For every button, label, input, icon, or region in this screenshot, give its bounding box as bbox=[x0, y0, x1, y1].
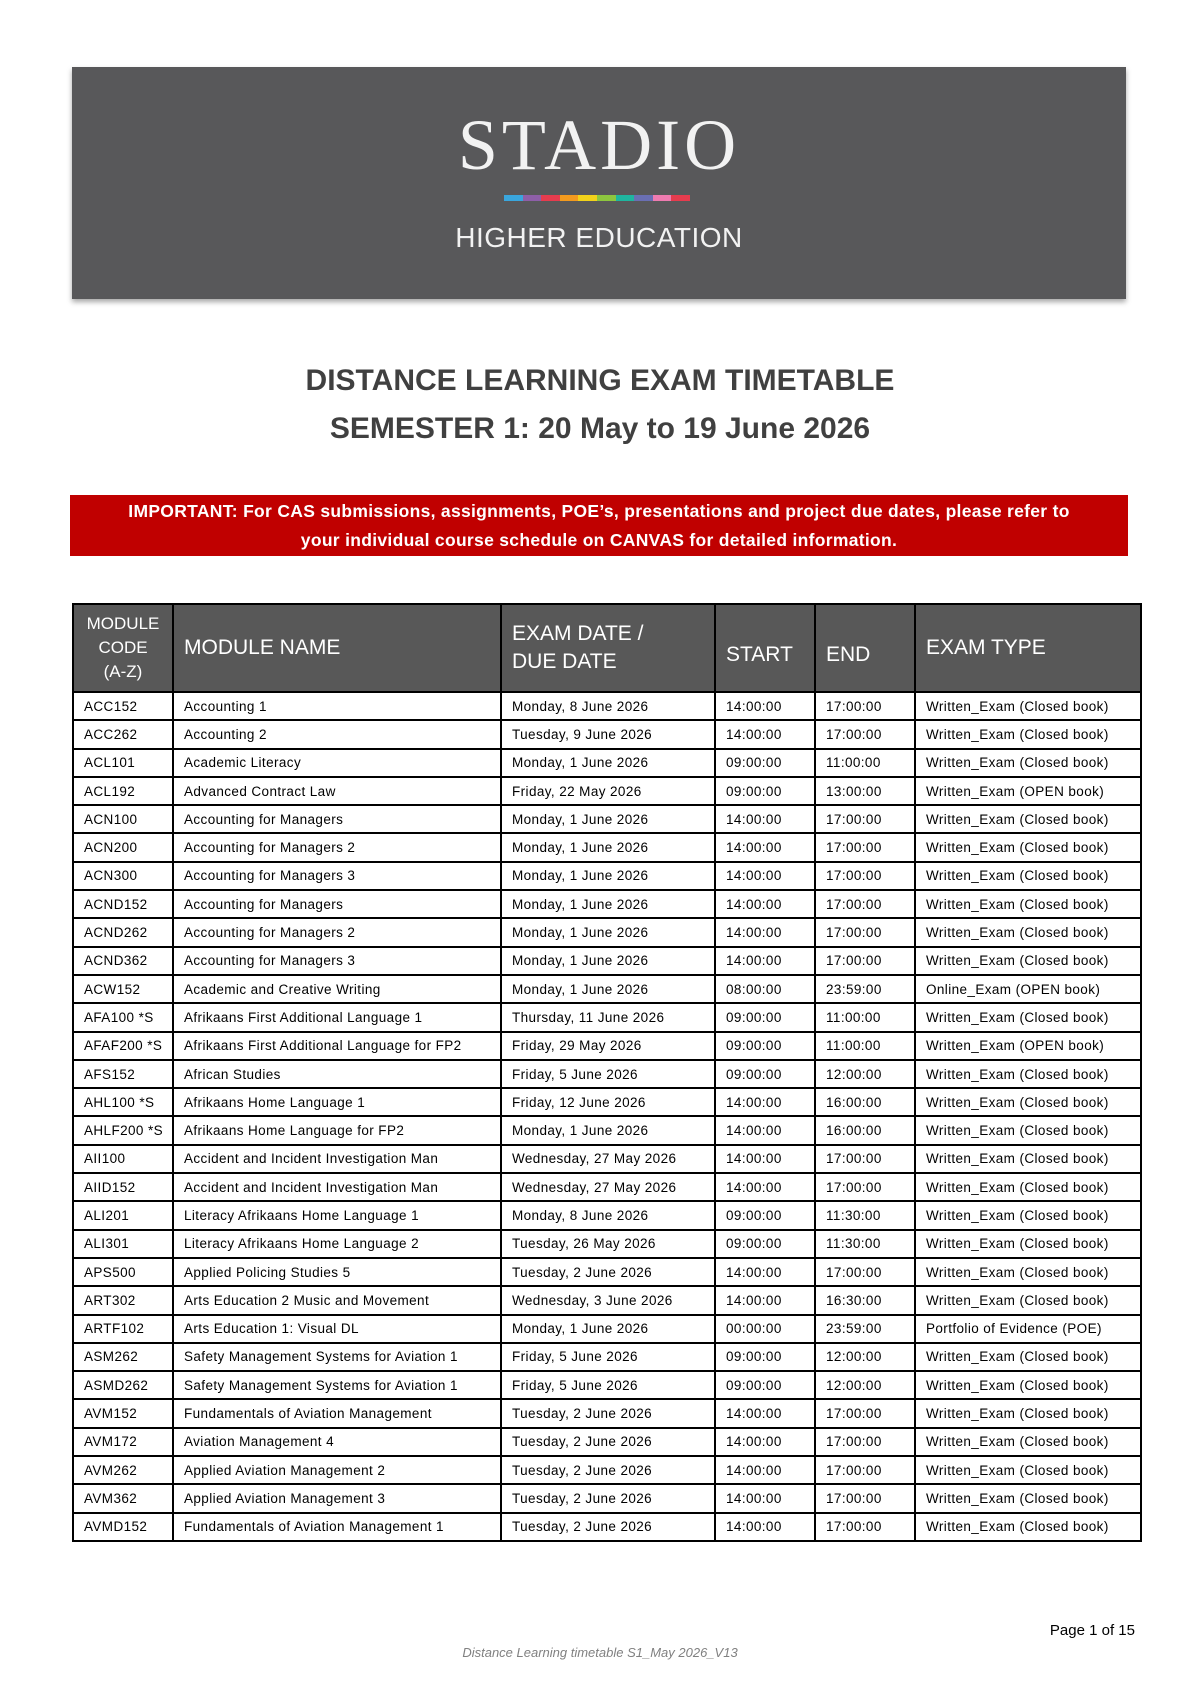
notice-line-1: IMPORTANT: For CAS submissions, assignments, POE’s, presentations and project due dates, please refer to bbox=[128, 500, 1070, 521]
cell-exam-type: Written_Exam (Closed book) bbox=[915, 1343, 1141, 1371]
cell-start-time: 08:00:00 bbox=[715, 975, 815, 1003]
cell-end-time: 11:30:00 bbox=[815, 1230, 915, 1258]
cell-start-time: 14:00:00 bbox=[715, 1456, 815, 1484]
cell-exam-date: Wednesday, 27 May 2026 bbox=[501, 1145, 715, 1173]
table-row bbox=[73, 1484, 1141, 1512]
cell-exam-type: Written_Exam (Closed book) bbox=[915, 1399, 1141, 1427]
cell-exam-type: Written_Exam (Closed book) bbox=[915, 1060, 1141, 1088]
cell-start-time: 14:00:00 bbox=[715, 947, 815, 975]
cell-exam-date: Monday, 8 June 2026 bbox=[501, 1201, 715, 1229]
cell-end-time: 17:00:00 bbox=[815, 1428, 915, 1456]
cell-start-time: 09:00:00 bbox=[715, 1003, 815, 1031]
cell-end-time: 17:00:00 bbox=[815, 1456, 915, 1484]
cell-module-code: ACND262 bbox=[73, 918, 173, 946]
cell-end-time: 23:59:00 bbox=[815, 975, 915, 1003]
cell-module-name: Applied Policing Studies 5 bbox=[173, 1258, 501, 1286]
cell-exam-date: Monday, 1 June 2026 bbox=[501, 890, 715, 918]
cell-exam-date: Friday, 12 June 2026 bbox=[501, 1088, 715, 1116]
cell-exam-date: Monday, 1 June 2026 bbox=[501, 749, 715, 777]
cell-module-code: ART302 bbox=[73, 1286, 173, 1314]
cell-start-time: 14:00:00 bbox=[715, 720, 815, 748]
cell-exam-type: Written_Exam (OPEN book) bbox=[915, 1032, 1141, 1060]
table-row bbox=[73, 1230, 1141, 1258]
stadio-logo: STADIO bbox=[457, 105, 741, 185]
stripe-segment bbox=[504, 195, 523, 201]
cell-exam-date: Tuesday, 9 June 2026 bbox=[501, 720, 715, 748]
cell-end-time: 17:00:00 bbox=[815, 692, 915, 720]
stripe-segment bbox=[578, 195, 597, 201]
cell-start-time: 14:00:00 bbox=[715, 1116, 815, 1144]
cell-module-name: Fundamentals of Aviation Management 1 bbox=[173, 1513, 501, 1541]
table-row bbox=[73, 749, 1141, 777]
cell-end-time: 16:00:00 bbox=[815, 1116, 915, 1144]
cell-module-code: ALI301 bbox=[73, 1230, 173, 1258]
cell-module-code: ACL101 bbox=[73, 749, 173, 777]
logo-subtitle: HIGHER EDUCATION bbox=[455, 222, 743, 253]
cell-module-name: African Studies bbox=[173, 1060, 501, 1088]
header-end: END bbox=[815, 604, 915, 692]
cell-start-time: 14:00:00 bbox=[715, 1258, 815, 1286]
cell-exam-type: Written_Exam (Closed book) bbox=[915, 720, 1141, 748]
cell-start-time: 14:00:00 bbox=[715, 1173, 815, 1201]
cell-module-code: ACND152 bbox=[73, 890, 173, 918]
cell-exam-type: Written_Exam (Closed book) bbox=[915, 1484, 1141, 1512]
cell-end-time: 17:00:00 bbox=[815, 1145, 915, 1173]
table-row bbox=[73, 1399, 1141, 1427]
cell-exam-type: Written_Exam (Closed book) bbox=[915, 890, 1141, 918]
cell-start-time: 09:00:00 bbox=[715, 749, 815, 777]
cell-module-name: Accounting for Managers bbox=[173, 805, 501, 833]
header-date-line-2: DUE DATE bbox=[512, 650, 617, 673]
cell-exam-type: Written_Exam (Closed book) bbox=[915, 1258, 1141, 1286]
cell-end-time: 17:00:00 bbox=[815, 947, 915, 975]
cell-exam-date: Thursday, 11 June 2026 bbox=[501, 1003, 715, 1031]
cell-end-time: 17:00:00 bbox=[815, 1173, 915, 1201]
cell-module-code: AFAF200 *S bbox=[73, 1032, 173, 1060]
cell-module-code: ASM262 bbox=[73, 1343, 173, 1371]
cell-module-code: AVM262 bbox=[73, 1456, 173, 1484]
cell-end-time: 17:00:00 bbox=[815, 1258, 915, 1286]
cell-exam-date: Tuesday, 26 May 2026 bbox=[501, 1230, 715, 1258]
cell-exam-type: Written_Exam (Closed book) bbox=[915, 749, 1141, 777]
cell-exam-type: Written_Exam (Closed book) bbox=[915, 692, 1141, 720]
cell-end-time: 12:00:00 bbox=[815, 1371, 915, 1399]
header-exam-date bbox=[501, 604, 715, 692]
cell-module-code: AIID152 bbox=[73, 1173, 173, 1201]
cell-module-code: ACC152 bbox=[73, 692, 173, 720]
cell-start-time: 14:00:00 bbox=[715, 805, 815, 833]
cell-end-time: 12:00:00 bbox=[815, 1060, 915, 1088]
cell-module-name: Academic and Creative Writing bbox=[173, 975, 501, 1003]
important-notice bbox=[70, 495, 1128, 556]
cell-module-name: Literacy Afrikaans Home Language 2 bbox=[173, 1230, 501, 1258]
cell-module-code: ACN100 bbox=[73, 805, 173, 833]
cell-module-name: Accounting for Managers 2 bbox=[173, 833, 501, 861]
cell-exam-type: Written_Exam (Closed book) bbox=[915, 1456, 1141, 1484]
cell-end-time: 11:30:00 bbox=[815, 1201, 915, 1229]
cell-exam-date: Tuesday, 2 June 2026 bbox=[501, 1484, 715, 1512]
table-row bbox=[73, 1343, 1141, 1371]
cell-end-time: 23:59:00 bbox=[815, 1315, 915, 1343]
cell-end-time: 17:00:00 bbox=[815, 1513, 915, 1541]
cell-exam-date: Monday, 1 June 2026 bbox=[501, 1116, 715, 1144]
table-row bbox=[73, 1371, 1141, 1399]
cell-module-name: Applied Aviation Management 2 bbox=[173, 1456, 501, 1484]
table-row bbox=[73, 947, 1141, 975]
cell-end-time: 17:00:00 bbox=[815, 1399, 915, 1427]
cell-exam-date: Friday, 5 June 2026 bbox=[501, 1060, 715, 1088]
header-start: START bbox=[715, 604, 815, 692]
stripe-segment bbox=[597, 195, 616, 201]
table-row bbox=[73, 1201, 1141, 1229]
cell-exam-type: Written_Exam (Closed book) bbox=[915, 947, 1141, 975]
table-body bbox=[73, 692, 1141, 1541]
stripe-segment bbox=[671, 195, 690, 201]
logo-color-stripe bbox=[504, 195, 690, 201]
table-row bbox=[73, 1428, 1141, 1456]
cell-end-time: 17:00:00 bbox=[815, 720, 915, 748]
header-banner bbox=[72, 67, 1126, 299]
cell-module-code: AHL100 *S bbox=[73, 1088, 173, 1116]
stripe-segment bbox=[653, 195, 672, 201]
cell-module-code: AFS152 bbox=[73, 1060, 173, 1088]
cell-module-name: Aviation Management 4 bbox=[173, 1428, 501, 1456]
cell-end-time: 17:00:00 bbox=[815, 918, 915, 946]
cell-exam-date: Tuesday, 2 June 2026 bbox=[501, 1258, 715, 1286]
cell-module-code: AII100 bbox=[73, 1145, 173, 1173]
cell-exam-date: Monday, 1 June 2026 bbox=[501, 947, 715, 975]
cell-exam-type: Written_Exam (Closed book) bbox=[915, 1145, 1141, 1173]
cell-module-code: AHLF200 *S bbox=[73, 1116, 173, 1144]
document-footer: Distance Learning timetable S1_May 2026_V13 bbox=[462, 1645, 738, 1660]
cell-start-time: 14:00:00 bbox=[715, 1513, 815, 1541]
stripe-segment bbox=[634, 195, 653, 201]
table-row bbox=[73, 777, 1141, 805]
cell-start-time: 09:00:00 bbox=[715, 1343, 815, 1371]
cell-exam-date: Wednesday, 3 June 2026 bbox=[501, 1286, 715, 1314]
cell-end-time: 13:00:00 bbox=[815, 777, 915, 805]
stripe-segment bbox=[616, 195, 635, 201]
cell-module-code: AFA100 *S bbox=[73, 1003, 173, 1031]
table-row bbox=[73, 1173, 1141, 1201]
cell-start-time: 14:00:00 bbox=[715, 1399, 815, 1427]
cell-exam-type: Written_Exam (Closed book) bbox=[915, 1116, 1141, 1144]
table-row bbox=[73, 1513, 1141, 1541]
cell-start-time: 09:00:00 bbox=[715, 777, 815, 805]
cell-end-time: 16:30:00 bbox=[815, 1286, 915, 1314]
cell-module-code: ACN200 bbox=[73, 833, 173, 861]
cell-module-name: Accounting for Managers 2 bbox=[173, 918, 501, 946]
document-subtitle: SEMESTER 1: 20 May to 19 June 2026 bbox=[329, 412, 871, 445]
table-row bbox=[73, 890, 1141, 918]
table-row bbox=[73, 1003, 1141, 1031]
table-row bbox=[73, 1060, 1141, 1088]
cell-module-name: Afrikaans Home Language 1 bbox=[173, 1088, 501, 1116]
cell-exam-date: Tuesday, 2 June 2026 bbox=[501, 1428, 715, 1456]
cell-exam-date: Friday, 22 May 2026 bbox=[501, 777, 715, 805]
cell-end-time: 11:00:00 bbox=[815, 1032, 915, 1060]
cell-start-time: 14:00:00 bbox=[715, 692, 815, 720]
cell-module-name: Accounting 1 bbox=[173, 692, 501, 720]
table-row bbox=[73, 1258, 1141, 1286]
stripe-segment bbox=[523, 195, 542, 201]
cell-start-time: 14:00:00 bbox=[715, 890, 815, 918]
cell-exam-date: Friday, 29 May 2026 bbox=[501, 1032, 715, 1060]
document-title: DISTANCE LEARNING EXAM TIMETABLE bbox=[305, 364, 895, 397]
table-row bbox=[73, 1145, 1141, 1173]
cell-start-time: 09:00:00 bbox=[715, 1201, 815, 1229]
cell-module-name: Accounting for Managers 3 bbox=[173, 947, 501, 975]
cell-module-code: AVM152 bbox=[73, 1399, 173, 1427]
header-exam-type: EXAM TYPE bbox=[915, 604, 1141, 692]
header-code-line-3: (A-Z) bbox=[103, 662, 143, 681]
table-row bbox=[73, 862, 1141, 890]
cell-exam-date: Monday, 1 June 2026 bbox=[501, 805, 715, 833]
cell-module-name: Accident and Incident Investigation Man bbox=[173, 1173, 501, 1201]
cell-module-name: Accident and Incident Investigation Man bbox=[173, 1145, 501, 1173]
cell-module-name: Safety Management Systems for Aviation 1 bbox=[173, 1371, 501, 1399]
cell-end-time: 17:00:00 bbox=[815, 833, 915, 861]
cell-start-time: 09:00:00 bbox=[715, 1371, 815, 1399]
cell-module-code: AVMD152 bbox=[73, 1513, 173, 1541]
cell-module-name: Accounting for Managers bbox=[173, 890, 501, 918]
cell-module-code: AVM362 bbox=[73, 1484, 173, 1512]
cell-exam-date: Monday, 1 June 2026 bbox=[501, 862, 715, 890]
cell-module-code: ACL192 bbox=[73, 777, 173, 805]
table-row bbox=[73, 975, 1141, 1003]
cell-exam-date: Monday, 1 June 2026 bbox=[501, 918, 715, 946]
cell-exam-type: Written_Exam (Closed book) bbox=[915, 1201, 1141, 1229]
cell-module-code: AVM172 bbox=[73, 1428, 173, 1456]
cell-exam-type: Written_Exam (Closed book) bbox=[915, 1003, 1141, 1031]
cell-module-code: ALI201 bbox=[73, 1201, 173, 1229]
cell-module-code: ACND362 bbox=[73, 947, 173, 975]
table-row bbox=[73, 918, 1141, 946]
notice-line-2: your individual course schedule on CANVAS for detailed information. bbox=[300, 529, 898, 550]
cell-exam-type: Online_Exam (OPEN book) bbox=[915, 975, 1141, 1003]
table-row bbox=[73, 1088, 1141, 1116]
cell-start-time: 14:00:00 bbox=[715, 1088, 815, 1116]
cell-end-time: 16:00:00 bbox=[815, 1088, 915, 1116]
cell-module-name: Afrikaans Home Language for FP2 bbox=[173, 1116, 501, 1144]
cell-end-time: 17:00:00 bbox=[815, 805, 915, 833]
header-module-name: MODULE NAME bbox=[173, 604, 501, 692]
table-row bbox=[73, 1032, 1141, 1060]
cell-start-time: 14:00:00 bbox=[715, 1428, 815, 1456]
page-number: Page 1 of 15 bbox=[1049, 1622, 1135, 1639]
cell-exam-type: Written_Exam (Closed book) bbox=[915, 862, 1141, 890]
table-row bbox=[73, 1116, 1141, 1144]
table-row bbox=[73, 833, 1141, 861]
exam-timetable bbox=[72, 603, 1142, 1542]
cell-start-time: 09:00:00 bbox=[715, 1230, 815, 1258]
header-code-line-2: CODE bbox=[98, 638, 148, 657]
cell-module-name: Accounting for Managers 3 bbox=[173, 862, 501, 890]
stripe-segment bbox=[541, 195, 560, 201]
cell-start-time: 14:00:00 bbox=[715, 1145, 815, 1173]
cell-module-name: Safety Management Systems for Aviation 1 bbox=[173, 1343, 501, 1371]
cell-exam-date: Wednesday, 27 May 2026 bbox=[501, 1173, 715, 1201]
cell-start-time: 14:00:00 bbox=[715, 1286, 815, 1314]
cell-module-name: Accounting 2 bbox=[173, 720, 501, 748]
table-row bbox=[73, 805, 1141, 833]
table-header-row bbox=[73, 604, 1141, 692]
cell-exam-type: Written_Exam (Closed book) bbox=[915, 1371, 1141, 1399]
cell-start-time: 14:00:00 bbox=[715, 862, 815, 890]
cell-exam-date: Tuesday, 2 June 2026 bbox=[501, 1399, 715, 1427]
cell-exam-type: Written_Exam (Closed book) bbox=[915, 1428, 1141, 1456]
table-row bbox=[73, 1286, 1141, 1314]
cell-exam-type: Written_Exam (Closed book) bbox=[915, 1088, 1141, 1116]
cell-start-time: 14:00:00 bbox=[715, 833, 815, 861]
cell-module-name: Applied Aviation Management 3 bbox=[173, 1484, 501, 1512]
cell-module-name: Fundamentals of Aviation Management bbox=[173, 1399, 501, 1427]
cell-exam-date: Monday, 1 June 2026 bbox=[501, 1315, 715, 1343]
cell-module-code: ARTF102 bbox=[73, 1315, 173, 1343]
cell-start-time: 09:00:00 bbox=[715, 1032, 815, 1060]
table-row bbox=[73, 1315, 1141, 1343]
cell-module-name: Arts Education 1: Visual DL bbox=[173, 1315, 501, 1343]
cell-module-name: Literacy Afrikaans Home Language 1 bbox=[173, 1201, 501, 1229]
cell-end-time: 11:00:00 bbox=[815, 1003, 915, 1031]
cell-exam-date: Monday, 1 June 2026 bbox=[501, 833, 715, 861]
cell-exam-type: Written_Exam (Closed book) bbox=[915, 1286, 1141, 1314]
cell-end-time: 17:00:00 bbox=[815, 1484, 915, 1512]
cell-module-name: Afrikaans First Additional Language for FP2 bbox=[173, 1032, 501, 1060]
cell-exam-type: Written_Exam (Closed book) bbox=[915, 918, 1141, 946]
cell-module-code: ACW152 bbox=[73, 975, 173, 1003]
header-code-line-1: MODULE bbox=[86, 614, 160, 633]
cell-end-time: 12:00:00 bbox=[815, 1343, 915, 1371]
table-row bbox=[73, 720, 1141, 748]
table-row bbox=[73, 1456, 1141, 1484]
cell-end-time: 11:00:00 bbox=[815, 749, 915, 777]
cell-exam-date: Tuesday, 2 June 2026 bbox=[501, 1513, 715, 1541]
cell-module-name: Academic Literacy bbox=[173, 749, 501, 777]
cell-end-time: 17:00:00 bbox=[815, 862, 915, 890]
cell-exam-date: Friday, 5 June 2026 bbox=[501, 1343, 715, 1371]
cell-start-time: 14:00:00 bbox=[715, 1484, 815, 1512]
cell-module-code: APS500 bbox=[73, 1258, 173, 1286]
cell-exam-type: Written_Exam (Closed book) bbox=[915, 1173, 1141, 1201]
cell-exam-date: Monday, 8 June 2026 bbox=[501, 692, 715, 720]
table-row bbox=[73, 692, 1141, 720]
cell-end-time: 17:00:00 bbox=[815, 890, 915, 918]
cell-exam-type: Written_Exam (Closed book) bbox=[915, 1513, 1141, 1541]
cell-exam-type: Portfolio of Evidence (POE) bbox=[915, 1315, 1141, 1343]
cell-start-time: 09:00:00 bbox=[715, 1060, 815, 1088]
cell-module-code: ASMD262 bbox=[73, 1371, 173, 1399]
cell-module-code: ACC262 bbox=[73, 720, 173, 748]
stripe-segment bbox=[560, 195, 579, 201]
cell-exam-date: Tuesday, 2 June 2026 bbox=[501, 1456, 715, 1484]
cell-start-time: 14:00:00 bbox=[715, 918, 815, 946]
cell-module-name: Advanced Contract Law bbox=[173, 777, 501, 805]
cell-module-name: Arts Education 2 Music and Movement bbox=[173, 1286, 501, 1314]
header-date-line-1: EXAM DATE / bbox=[512, 622, 644, 645]
cell-exam-type: Written_Exam (Closed book) bbox=[915, 833, 1141, 861]
cell-module-name: Afrikaans First Additional Language 1 bbox=[173, 1003, 501, 1031]
cell-start-time: 00:00:00 bbox=[715, 1315, 815, 1343]
cell-exam-type: Written_Exam (OPEN book) bbox=[915, 777, 1141, 805]
cell-exam-type: Written_Exam (Closed book) bbox=[915, 1230, 1141, 1258]
cell-exam-date: Monday, 1 June 2026 bbox=[501, 975, 715, 1003]
cell-exam-type: Written_Exam (Closed book) bbox=[915, 805, 1141, 833]
cell-module-code: ACN300 bbox=[73, 862, 173, 890]
cell-exam-date: Friday, 5 June 2026 bbox=[501, 1371, 715, 1399]
header-module-code bbox=[73, 604, 173, 692]
